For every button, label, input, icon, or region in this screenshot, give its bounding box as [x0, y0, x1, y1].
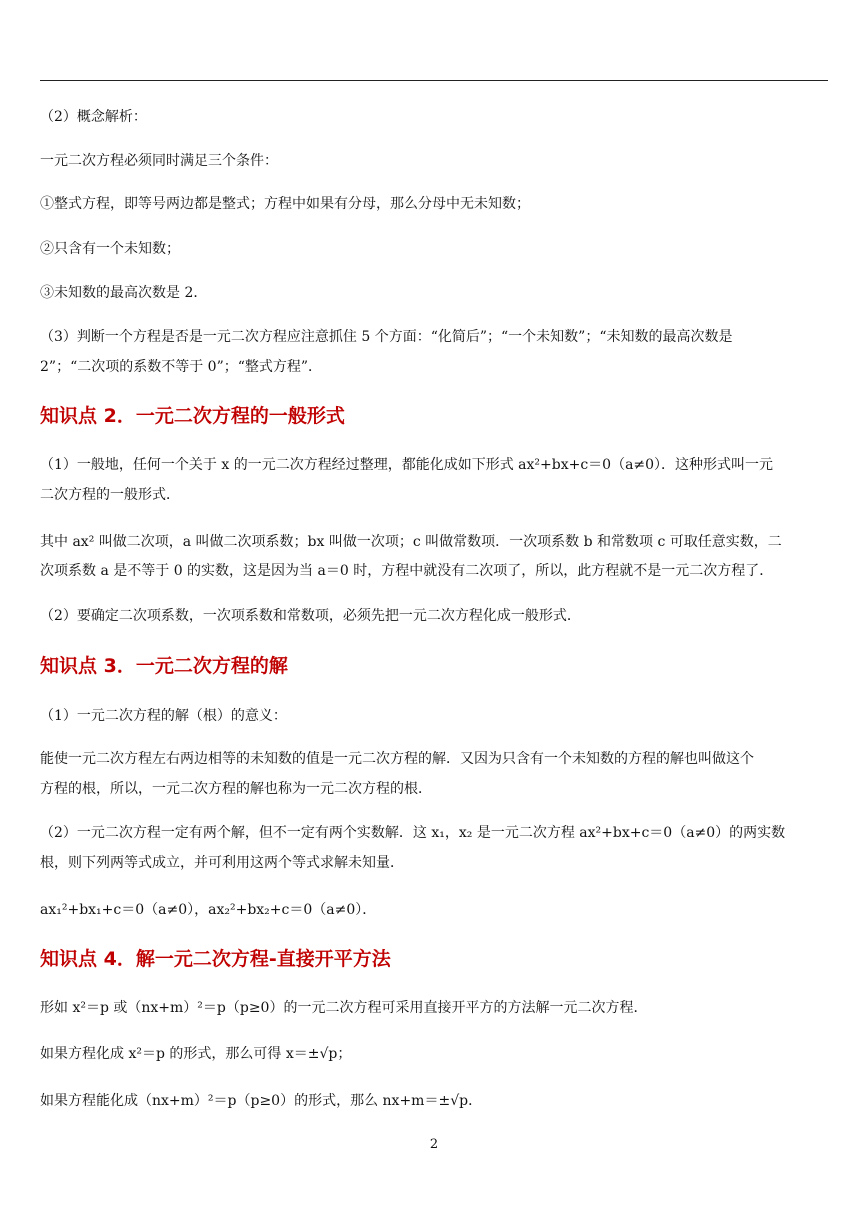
- section-heading: 知识点 2．一元二次方程的一般形式: [40, 405, 345, 427]
- paragraph-line: 二次方程的一般形式．: [40, 487, 180, 503]
- paragraph-line: 能使一元二次方程左右两边相等的未知数的值是一元二次方程的解．又因为只含有一个未知数的方程的解也叫做这个: [40, 751, 754, 767]
- page-number: 2: [429, 1137, 439, 1152]
- paragraph-line: 一元二次方程必须同时满足三个条件：: [40, 153, 278, 169]
- paragraph-line: 如果方程化成 x²＝p 的形式，那么可得 x＝±√p；: [40, 1046, 352, 1062]
- paragraph-line: 次项系数 a 是不等于 0 的实数，这是因为当 a＝0 时，方程中就没有二次项了，所以，此方程就不是一元二次方程了．: [40, 563, 774, 579]
- paragraph-line: （2）概念解析：: [40, 109, 147, 125]
- paragraph-line: 根，则下列两等式成立，并可利用这两个等式求解未知量．: [40, 855, 404, 871]
- section-heading: 知识点 4．解一元二次方程-直接开平方法: [40, 948, 391, 970]
- paragraph-line: ③未知数的最高次数是 2．: [40, 285, 208, 301]
- paragraph-line: （3）判断一个方程是否是一元二次方程应注意抓住 5 个方面：“化简后”；“一个未知数”；“未知数的最高次数是: [40, 329, 733, 345]
- paragraph-line: （2）一元二次方程一定有两个解，但不一定有两个实数解．这 x₁，x₂ 是一元二次方程 ax²+bx+c＝0（a≠0）的两实数: [40, 825, 786, 841]
- section-heading: 知识点 3．一元二次方程的解: [40, 655, 288, 677]
- paragraph-line: 方程的根，所以，一元二次方程的解也称为一元二次方程的根．: [40, 781, 432, 797]
- paragraph-line: ①整式方程，即等号两边都是整式；方程中如果有分母，那么分母中无未知数；: [40, 196, 530, 212]
- paragraph-line: 2”；“二次项的系数不等于 0”；“整式方程”．: [40, 359, 323, 375]
- paragraph-line: （1）一元二次方程的解（根）的意义：: [40, 708, 287, 724]
- header-rule: [40, 80, 828, 81]
- paragraph-line: 形如 x²＝p 或（nx+m）²＝p（p≥0）的一元二次方程可采用直接开平方的方法解一元二次方程．: [40, 1000, 648, 1016]
- paragraph-line: 其中 ax² 叫做二次项，a 叫做二次项系数；bx 叫做一次项；c 叫做常数项．一次项系数 b 和常数项 c 可取任意实数，二: [40, 534, 782, 550]
- paragraph-line: ax₁²+bx₁+c＝0（a≠0），ax₂²+bx₂+c＝0（a≠0）．: [40, 902, 377, 918]
- paragraph-line: 如果方程能化成（nx+m）²＝p（p≥0）的形式，那么 nx+m＝±√p．: [40, 1093, 483, 1109]
- paragraph-line: （1）一般地，任何一个关于 x 的一元二次方程经过整理，都能化成如下形式 ax²+bx+c＝0（a≠0）．这种形式叫一元: [40, 457, 774, 473]
- paragraph-line: ②只含有一个未知数；: [40, 241, 180, 257]
- paragraph-line: （2）要确定二次项系数，一次项系数和常数项，必须先把一元二次方程化成一般形式．: [40, 608, 581, 624]
